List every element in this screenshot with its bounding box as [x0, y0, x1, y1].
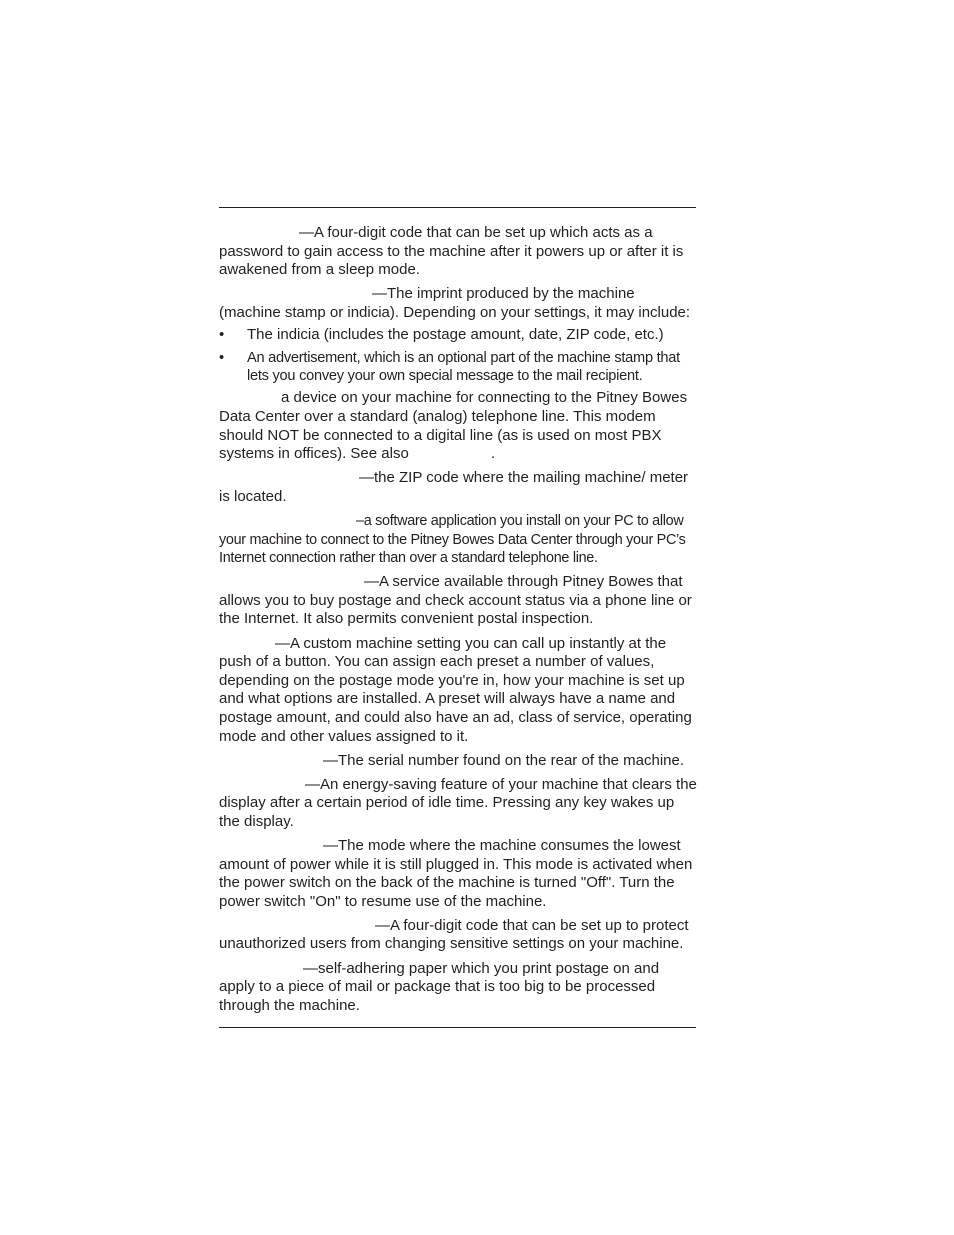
entry-text: a device on your machine for connecting to the Pitney Bowes Data Center over a standard (analog) telephone line. This modem should NOT be connected to a digital line (as is used on most PBX systems in offices). See also — [219, 389, 688, 463]
bottom-rule — [219, 1027, 696, 1028]
entry-text: —A four-digit code that can be set up which acts as a password to gain access to the machine after it powers up or after it is awakened from a sleep mode. — [219, 224, 684, 279]
list-item — [219, 326, 699, 345]
entry-text: —self-adhering paper which you print postage on and apply to a piece of mail or package that is too big to be processed through the machine. — [219, 959, 660, 1014]
entry-text: —A four-digit code that can be set up to protect unauthorized users from changing sensitive settings on your machine. — [219, 916, 689, 953]
glossary-content — [219, 224, 699, 1021]
entry-text: –a software application you install on your PC to allow your machine to connect to the Pitney Bowes Data Center through your PC’s Internet connection rather than over a standard telephone line. — [219, 513, 686, 567]
glossary-entry-sleep-mode — [219, 776, 699, 832]
entry-trail: . — [490, 445, 495, 463]
glossary-entry-supervisor-password — [219, 917, 699, 954]
entry-text: —The mode where the machine consumes the lowest amount of power while it is still plugged in. This mode is activated when the power switch on the back of the machine is turned "Off". Turn the power switch "On" to resume use of the machine. — [219, 837, 693, 910]
glossary-entry-soft-power-off — [219, 837, 699, 911]
bullet-icon: • — [219, 326, 225, 344]
glossary-entry-origin-zip — [219, 469, 699, 506]
bullet-text: An advertisement, which is an optional part of the machine stamp that lets you convey your own special message to the mail recipient. — [247, 349, 680, 385]
glossary-entry-postage-by-phone — [219, 573, 699, 629]
glossary-entry-serial-number — [219, 752, 699, 771]
entry-text: —The imprint produced by the machine (machine stamp or indicia). Depending on your settings, it may include: — [219, 285, 691, 321]
list-item — [219, 349, 699, 386]
bullet-text: The indicia (includes the postage amount, date, ZIP code, etc.) — [247, 326, 664, 344]
entry-text: —A custom machine setting you can call up instantly at the push of a button. You can assign each preset a number of values, depending on the postage mode you're in, how your machine is set up and what options are installed. A preset will always have a name and postage amount, and could also have an ad, class of service, operating mode and other values assigned to it. — [219, 634, 692, 745]
glossary-entry-tape-sheet — [219, 960, 699, 1016]
entry-text: —The serial number found on the rear of the machine. — [323, 751, 685, 769]
glossary-entry-preset — [219, 635, 699, 747]
entry-text: —the ZIP code where the mailing machine/ meter is located. — [219, 469, 689, 505]
glossary-entry-pc-meter-connect — [219, 512, 699, 568]
entry-text: —An energy-saving feature of your machine that clears the display after a certain period of idle time. Pressing any key wakes up the display. — [219, 775, 697, 830]
glossary-entry-password — [219, 224, 699, 280]
imprint-bullet-list — [219, 326, 699, 385]
bullet-icon: • — [219, 349, 224, 366]
glossary-entry-modem — [219, 389, 699, 463]
entry-text: —A service available through Pitney Bowes that allows you to buy postage and check account status via a phone line or the Internet. It also permits convenient postal inspection. — [219, 573, 692, 628]
glossary-entry-postage-imprint — [219, 285, 699, 322]
top-rule — [219, 207, 696, 208]
